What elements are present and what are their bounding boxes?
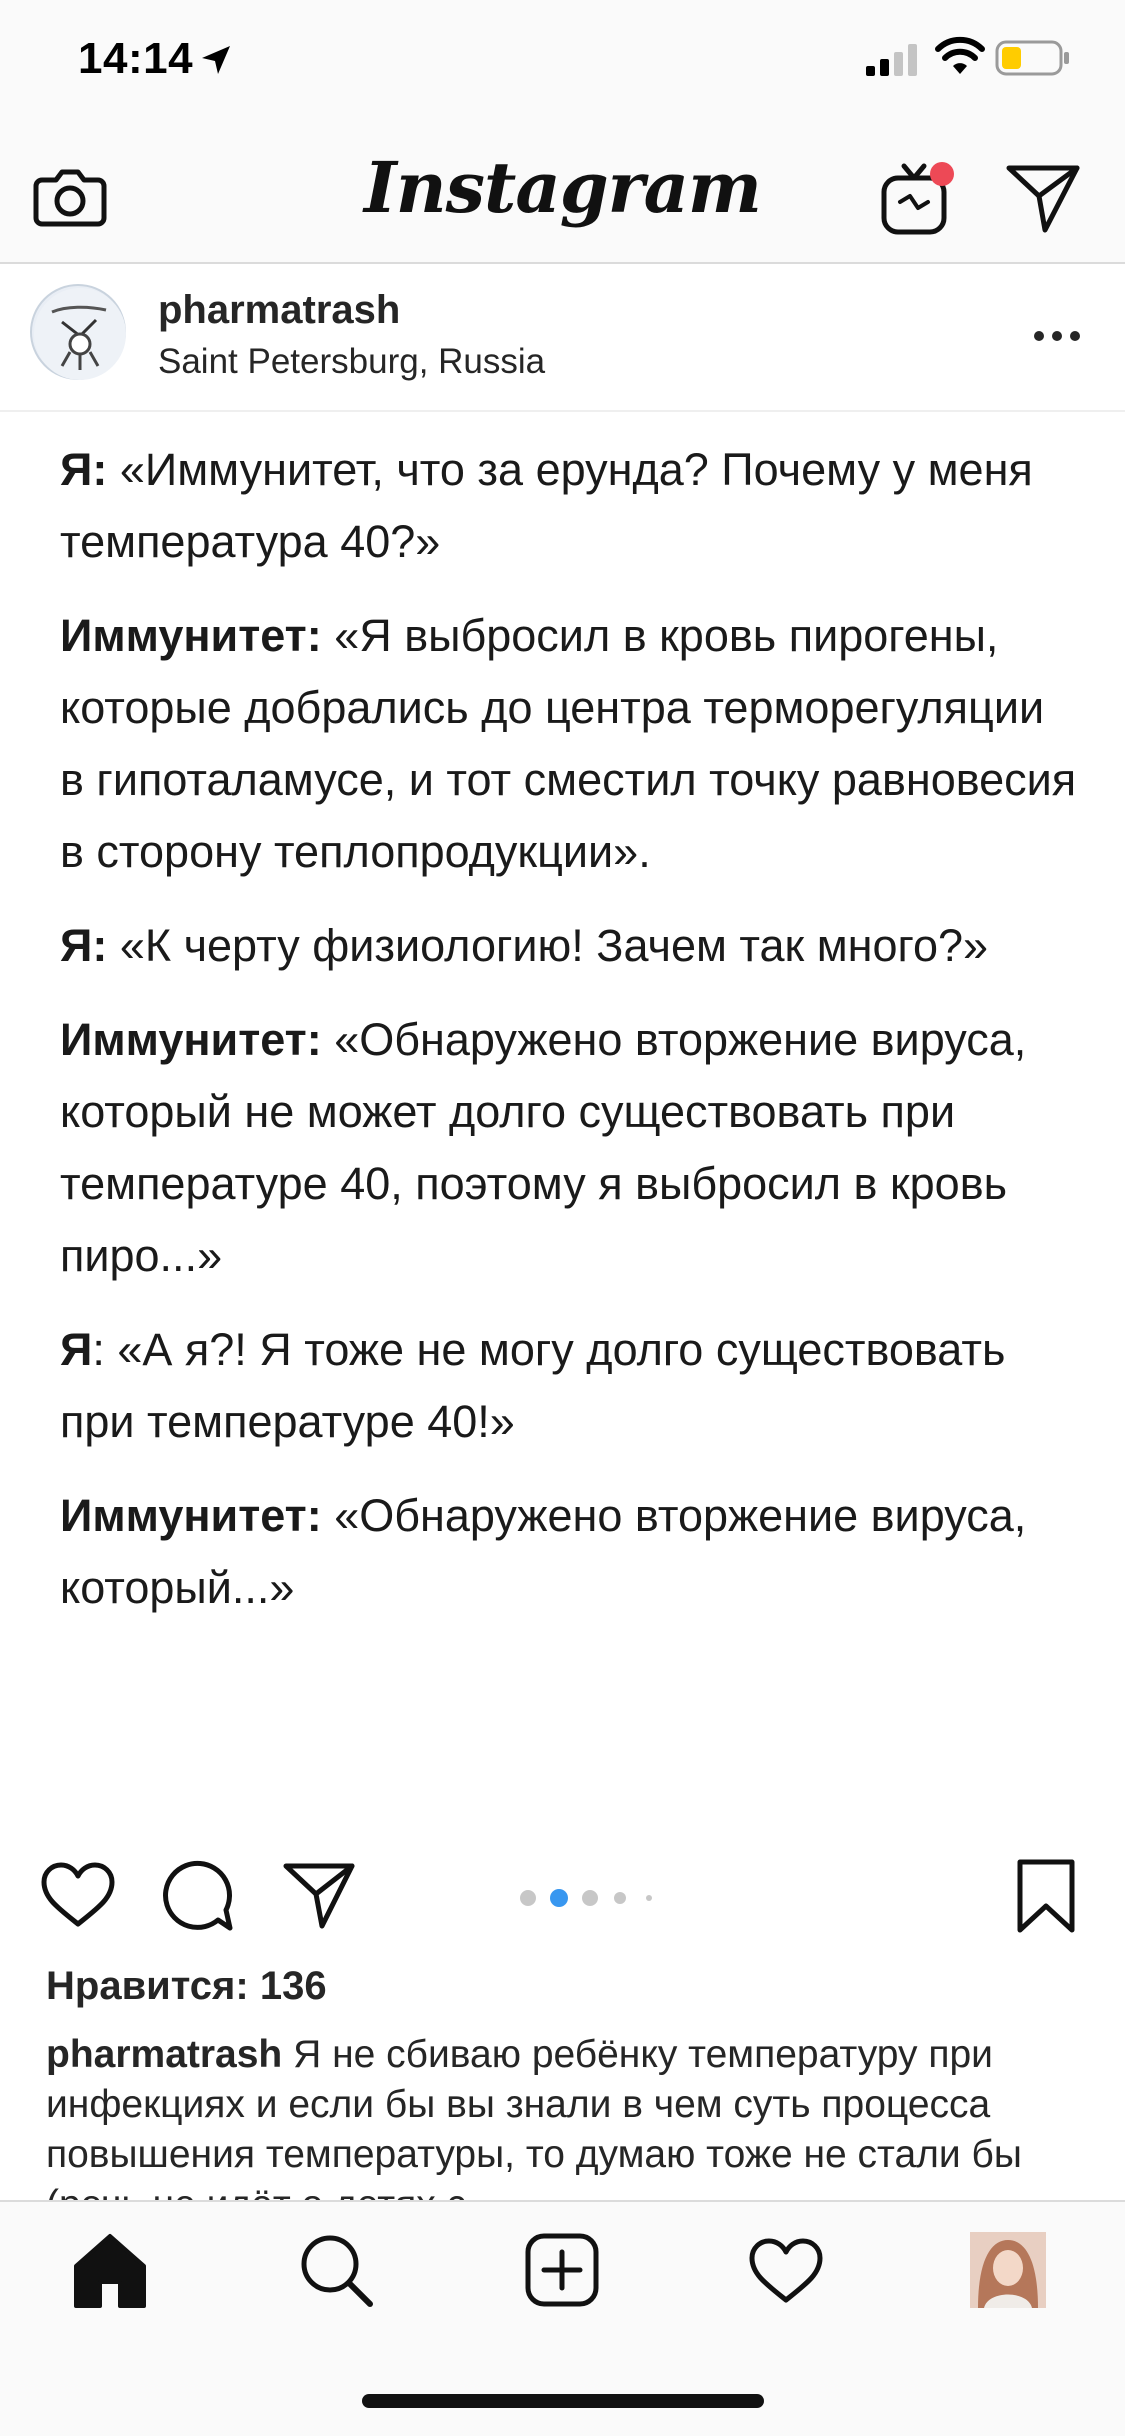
igtv-icon[interactable] bbox=[878, 158, 958, 238]
app-header bbox=[0, 132, 1125, 264]
dialog-line bbox=[60, 434, 1080, 578]
dialog-line bbox=[60, 600, 1080, 888]
post-caption[interactable] bbox=[46, 2030, 1086, 2202]
post-image[interactable] bbox=[0, 414, 1125, 1816]
dialog-speaker: Иммунитет: bbox=[60, 610, 322, 661]
carousel-dot bbox=[614, 1892, 626, 1904]
home-icon[interactable] bbox=[70, 2230, 150, 2310]
dialog-text: «Обнаружено вторжение вируса, который...» bbox=[60, 1490, 1027, 1613]
dialog-text: «Иммунитет, что за ерунда? Почему у меня температура 40?» bbox=[60, 444, 1033, 567]
avatar[interactable] bbox=[970, 2232, 1046, 2308]
caption-text: Я не сбиваю ребёнку температуру при инфекциях и если бы вы знали в чем суть процесса повышения температуры, то думаю тоже не стали бы bbox=[46, 2033, 1022, 2176]
dialog-line bbox=[60, 910, 1080, 982]
paper-plane-icon[interactable] bbox=[1005, 162, 1081, 234]
bookmark-icon[interactable] bbox=[1015, 1858, 1077, 1936]
heart-icon[interactable] bbox=[38, 1860, 118, 1930]
dialog-text: «К черту физиологию! Зачем так много?» bbox=[107, 920, 989, 971]
dialog-speaker: Я: bbox=[60, 444, 108, 495]
caption-username[interactable]: pharmatrash bbox=[46, 2033, 283, 2076]
battery-icon bbox=[995, 40, 1071, 76]
post-action-bar bbox=[0, 1816, 1125, 1966]
dialog-speaker: Я bbox=[60, 1324, 93, 1375]
cellular-signal-icon bbox=[866, 44, 920, 76]
carousel-dot bbox=[520, 1890, 536, 1906]
dialog-speaker: Я: bbox=[60, 920, 108, 971]
instagram-logo: Instagram bbox=[364, 146, 761, 229]
avatar[interactable] bbox=[30, 284, 126, 380]
dialog-speaker: Иммунитет: bbox=[60, 1014, 322, 1065]
dialog-text: «Обнаружено вторжение вируса, который не может долго существовать при температуре 40, поэтому я выбросил в кровь пиро...» bbox=[60, 1014, 1027, 1281]
search-icon[interactable] bbox=[296, 2230, 376, 2310]
dialog-line bbox=[60, 1314, 1080, 1458]
dialog-line bbox=[60, 1004, 1080, 1292]
carousel-dot-active bbox=[550, 1889, 568, 1907]
post-location[interactable]: Saint Petersburg, Russia bbox=[158, 342, 546, 381]
heart-icon[interactable] bbox=[746, 2230, 826, 2310]
dialog-text: : «А я?! Я тоже не могу долго существовать при температуре 40!» bbox=[60, 1324, 1006, 1447]
likes-count[interactable]: Нравится: 136 bbox=[46, 1964, 327, 2008]
paper-plane-icon[interactable] bbox=[282, 1860, 356, 1930]
ellipsis-icon[interactable] bbox=[1032, 326, 1082, 346]
post-header bbox=[0, 266, 1125, 412]
location-arrow-icon bbox=[200, 44, 232, 76]
status-bar bbox=[0, 0, 1125, 132]
notification-dot bbox=[930, 162, 954, 186]
wifi-icon bbox=[935, 38, 985, 76]
status-time: 14:14 bbox=[78, 34, 194, 83]
dialog-text: «Я выбросил в кровь пирогены, которые добрались до центра терморегуляции в гипоталамусе, и тот сместил точку равновесия в сторону теплопродукции». bbox=[60, 610, 1077, 877]
home-indicator[interactable] bbox=[362, 2394, 764, 2408]
speech-bubble-icon[interactable] bbox=[160, 1860, 234, 1934]
carousel-dot bbox=[582, 1890, 598, 1906]
dialog-speaker: Иммунитет: bbox=[60, 1490, 322, 1541]
dialog-line bbox=[60, 1480, 1080, 1624]
post-username[interactable]: pharmatrash bbox=[158, 288, 401, 332]
post-image-dialog bbox=[60, 434, 1080, 1646]
plus-square-icon[interactable] bbox=[522, 2230, 602, 2310]
carousel-dot bbox=[646, 1895, 652, 1901]
